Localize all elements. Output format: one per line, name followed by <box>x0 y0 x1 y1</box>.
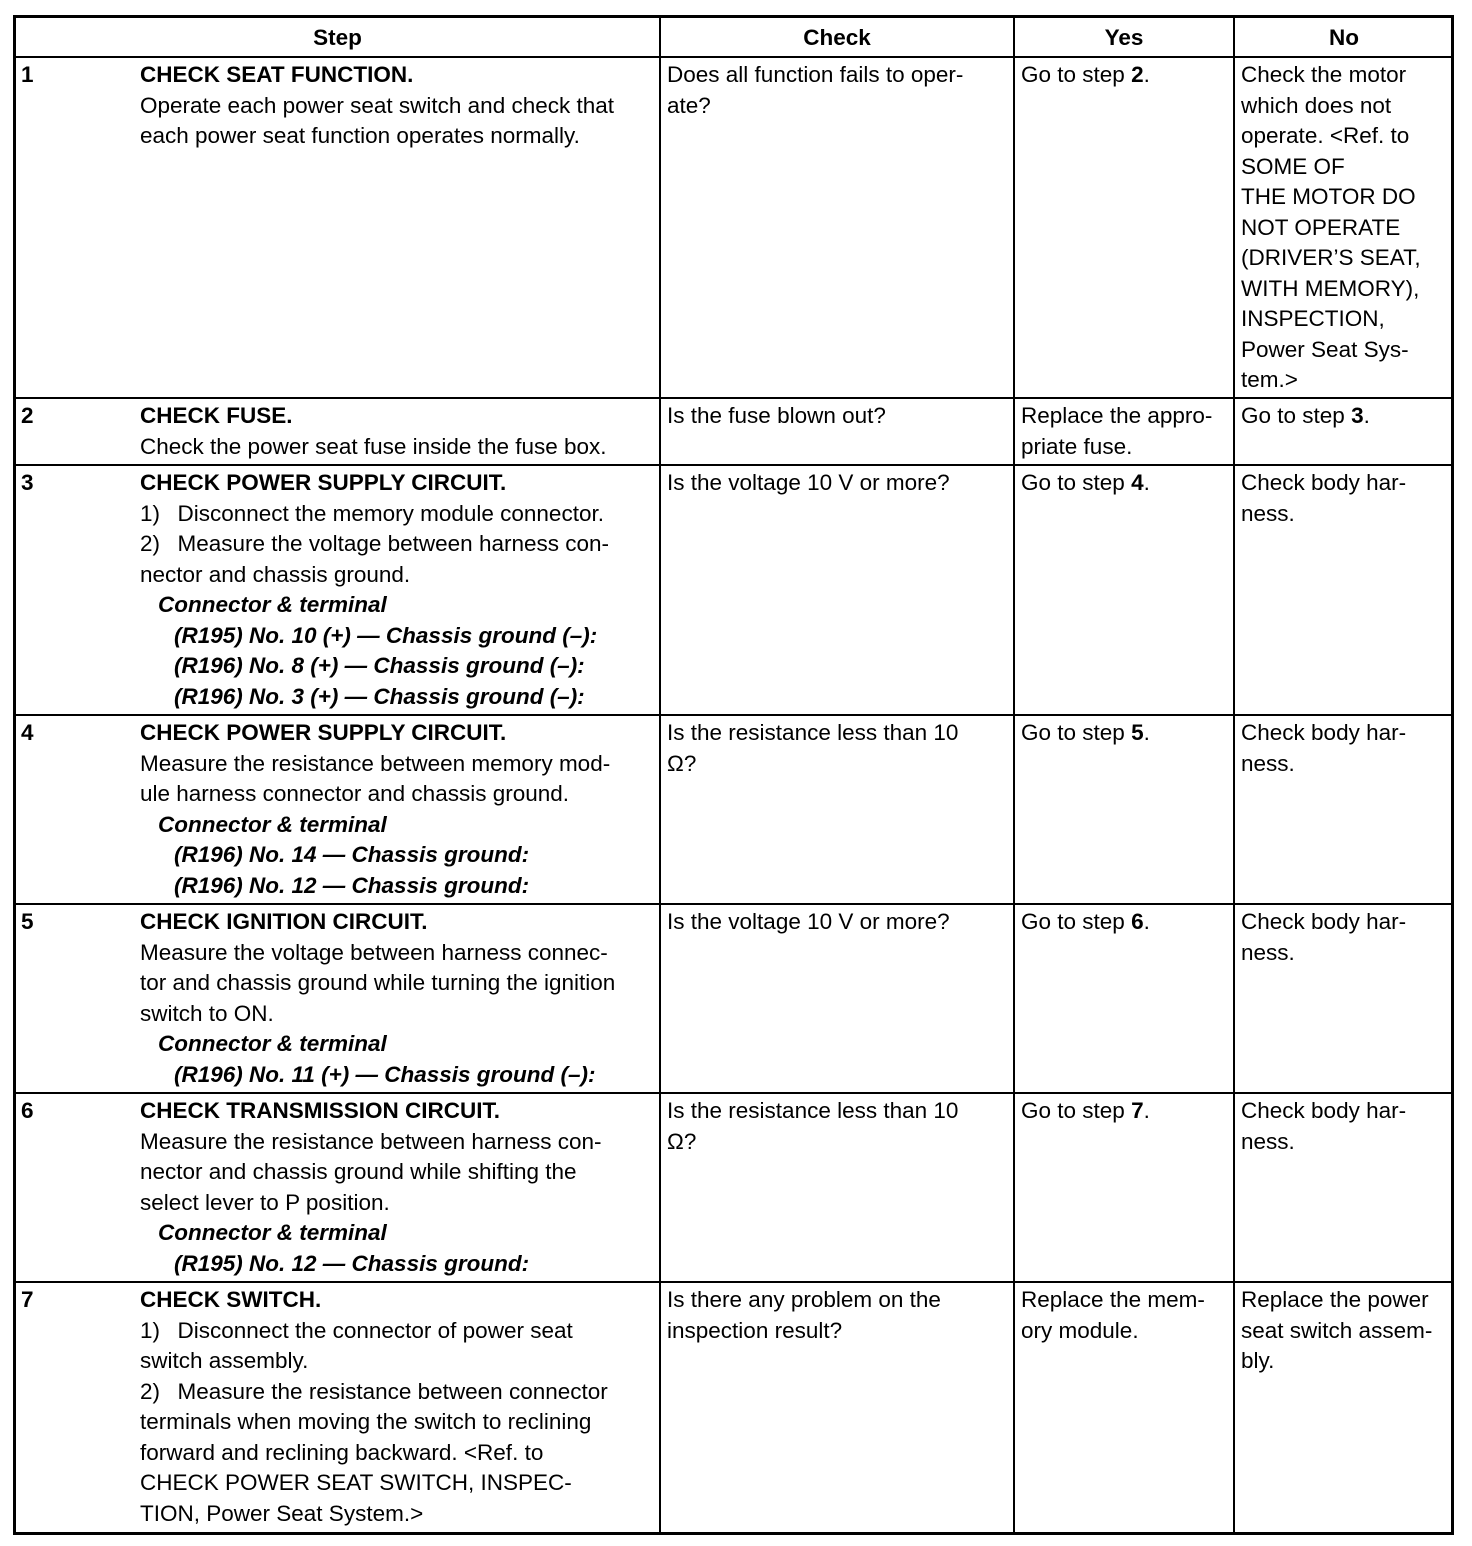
no-line: Replace the power <box>1241 1287 1429 1312</box>
header-no: No <box>1234 18 1453 57</box>
yes-goto-step-number: 2 <box>1131 62 1144 87</box>
table-row <box>16 904 1453 1093</box>
header-row <box>16 18 1453 57</box>
no-line: bly. <box>1241 1348 1275 1373</box>
header-check: Check <box>660 18 1014 57</box>
no-cell <box>1234 398 1453 465</box>
check-cell <box>660 715 1014 904</box>
check-line: Is the fuse blown out? <box>667 403 886 428</box>
step-title: CHECK SEAT FUNCTION. <box>140 62 414 87</box>
step-description-line: 1) Disconnect the memory module connector. <box>140 500 604 526</box>
check-cell <box>660 1282 1014 1532</box>
no-line: seat switch assem- <box>1241 1317 1433 1343</box>
connector-terminal-item: (R195) No. 10 (+) — Chassis ground (–): <box>174 622 598 648</box>
header-yes: Yes <box>1014 18 1234 57</box>
step-number: 3 <box>16 465 138 715</box>
yes-goto-step: Go to step 2. <box>1021 62 1150 87</box>
yes-cell <box>1014 1282 1234 1532</box>
no-line: WITH MEMORY), <box>1241 275 1420 301</box>
step-description-line: forward and reclining backward. <Ref. to <box>140 1439 544 1465</box>
yes-goto-step-number: 7 <box>1131 1098 1144 1123</box>
diagnostic-table <box>16 18 1453 1532</box>
step-description-line: Measure the voltage between harness connec- <box>140 939 608 965</box>
step-number: 2 <box>16 398 138 465</box>
yes-goto-step: Go to step 4. <box>1021 470 1150 495</box>
table-row <box>16 465 1453 715</box>
step-title: CHECK FUSE. <box>140 403 293 428</box>
table-row <box>16 398 1453 465</box>
step-description-line: switch assembly. <box>140 1348 309 1373</box>
no-line: THE MOTOR DO <box>1241 184 1416 209</box>
yes-goto-step-number: 6 <box>1131 909 1144 934</box>
check-line: Is the resistance less than 10 <box>667 1098 959 1123</box>
step-description-line: CHECK POWER SEAT SWITCH, INSPEC- <box>140 1470 572 1495</box>
step-cell <box>138 398 660 465</box>
no-line: ness. <box>1241 1128 1295 1154</box>
no-line: Check body har- <box>1241 720 1407 745</box>
no-line: Power Seat Sys- <box>1241 336 1409 362</box>
no-line: ness. <box>1241 939 1295 965</box>
check-line: inspection result? <box>667 1317 843 1343</box>
step-cell <box>138 1282 660 1532</box>
check-cell <box>660 465 1014 715</box>
yes-cell <box>1014 904 1234 1093</box>
yes-cell <box>1014 715 1234 904</box>
check-cell <box>660 904 1014 1093</box>
step-description-line: each power seat function operates normally. <box>140 123 580 148</box>
check-line: Is the voltage 10 V or more? <box>667 470 950 495</box>
step-cell <box>138 904 660 1093</box>
step-title: CHECK SWITCH. <box>140 1287 322 1312</box>
connector-terminal-label: Connector & terminal <box>158 592 387 617</box>
no-cell <box>1234 715 1453 904</box>
no-cell <box>1234 57 1453 398</box>
check-line: Is the voltage 10 V or more? <box>667 909 950 934</box>
connector-terminal-item: (R196) No. 3 (+) — Chassis ground (–): <box>174 683 585 709</box>
no-cell <box>1234 1282 1453 1532</box>
check-line: Is the resistance less than 10 <box>667 720 959 745</box>
yes-goto-step-number: 4 <box>1131 470 1144 495</box>
no-line: Check body har- <box>1241 1098 1407 1123</box>
yes-cell <box>1014 398 1234 465</box>
no-line: (DRIVER’S SEAT, <box>1241 245 1421 270</box>
step-cell <box>138 57 660 398</box>
check-line: ate? <box>667 92 711 118</box>
step-description-line: 2) Measure the voltage between harness con- <box>140 531 610 556</box>
connector-terminal-label: Connector & terminal <box>158 1031 387 1056</box>
step-number: 6 <box>16 1093 138 1282</box>
no-line: Check body har- <box>1241 470 1407 495</box>
step-cell <box>138 715 660 904</box>
yes-goto-step-number: 5 <box>1131 720 1144 745</box>
no-line: INSPECTION, <box>1241 306 1385 331</box>
table-row <box>16 1093 1453 1282</box>
step-title: CHECK POWER SUPPLY CIRCUIT. <box>140 470 507 495</box>
check-cell <box>660 57 1014 398</box>
step-description-line: TION, Power Seat System.> <box>140 1500 424 1526</box>
step-description-line: Measure the resistance between memory mod- <box>140 750 611 776</box>
step-description-line: 1) Disconnect the connector of power seat <box>140 1317 573 1343</box>
no-cell <box>1234 904 1453 1093</box>
step-description-line: 2) Measure the resistance between connector <box>140 1378 608 1404</box>
step-description-line: terminals when moving the switch to reclining <box>140 1409 592 1434</box>
step-description-line: Operate each power seat switch and check that <box>140 92 615 118</box>
no-cell <box>1234 465 1453 715</box>
yes-line: priate fuse. <box>1021 433 1133 459</box>
no-goto-step: Go to step 3. <box>1241 403 1370 428</box>
step-number: 4 <box>16 715 138 904</box>
connector-terminal-item: (R195) No. 12 — Chassis ground: <box>174 1250 530 1276</box>
table-row <box>16 57 1453 398</box>
connector-terminal-item: (R196) No. 11 (+) — Chassis ground (–): <box>174 1061 596 1087</box>
step-description-line: Measure the resistance between harness con- <box>140 1128 602 1154</box>
no-line: which does not <box>1241 92 1392 118</box>
step-number: 5 <box>16 904 138 1093</box>
diagnostic-table-frame <box>13 15 1454 1535</box>
yes-cell <box>1014 465 1234 715</box>
check-line: Is there any problem on the <box>667 1287 941 1312</box>
no-cell <box>1234 1093 1453 1282</box>
step-description-line: nector and chassis ground. <box>140 561 411 587</box>
step-description-line: select lever to P position. <box>140 1189 390 1215</box>
header-step: Step <box>16 18 660 57</box>
yes-line: ory module. <box>1021 1317 1139 1343</box>
connector-terminal-label: Connector & terminal <box>158 811 387 837</box>
yes-line: Replace the mem- <box>1021 1287 1205 1312</box>
table-row <box>16 715 1453 904</box>
check-line: Does all function fails to oper- <box>667 62 964 87</box>
no-line: ness. <box>1241 750 1295 776</box>
step-description-line: tor and chassis ground while turning the ignition <box>140 970 616 995</box>
connector-terminal-item: (R196) No. 12 — Chassis ground: <box>174 872 530 898</box>
yes-cell <box>1014 57 1234 398</box>
connector-terminal-item: (R196) No. 8 (+) — Chassis ground (–): <box>174 653 585 678</box>
connector-terminal-label: Connector & terminal <box>158 1220 387 1245</box>
check-cell <box>660 1093 1014 1282</box>
yes-line: Replace the appro- <box>1021 403 1213 428</box>
step-description-line: switch to ON. <box>140 1000 274 1026</box>
step-description-line: Check the power seat fuse inside the fuse box. <box>140 433 607 459</box>
step-number: 1 <box>16 57 138 398</box>
no-line: SOME OF <box>1241 153 1345 179</box>
step-title: CHECK TRANSMISSION CIRCUIT. <box>140 1098 501 1123</box>
step-title: CHECK IGNITION CIRCUIT. <box>140 909 428 934</box>
step-cell <box>138 1093 660 1282</box>
yes-goto-step: Go to step 5. <box>1021 720 1150 745</box>
no-line: Check the motor <box>1241 62 1407 87</box>
no-line: NOT OPERATE <box>1241 214 1401 240</box>
no-line: Check body har- <box>1241 909 1407 934</box>
check-line: Ω? <box>667 750 697 776</box>
step-cell <box>138 465 660 715</box>
check-line: Ω? <box>667 1128 697 1154</box>
yes-cell <box>1014 1093 1234 1282</box>
yes-goto-step: Go to step 6. <box>1021 909 1150 934</box>
check-cell <box>660 398 1014 465</box>
connector-terminal-item: (R196) No. 14 — Chassis ground: <box>174 842 530 867</box>
no-goto-step-number: 3 <box>1351 403 1364 428</box>
yes-goto-step: Go to step 7. <box>1021 1098 1150 1123</box>
step-description-line: nector and chassis ground while shifting the <box>140 1159 577 1184</box>
no-line: operate. <Ref. to <box>1241 123 1410 148</box>
table-row <box>16 1282 1453 1532</box>
step-number: 7 <box>16 1282 138 1532</box>
step-description-line: ule harness connector and chassis ground. <box>140 781 570 806</box>
no-line: ness. <box>1241 500 1295 526</box>
step-title: CHECK POWER SUPPLY CIRCUIT. <box>140 720 507 745</box>
no-line: tem.> <box>1241 367 1298 392</box>
